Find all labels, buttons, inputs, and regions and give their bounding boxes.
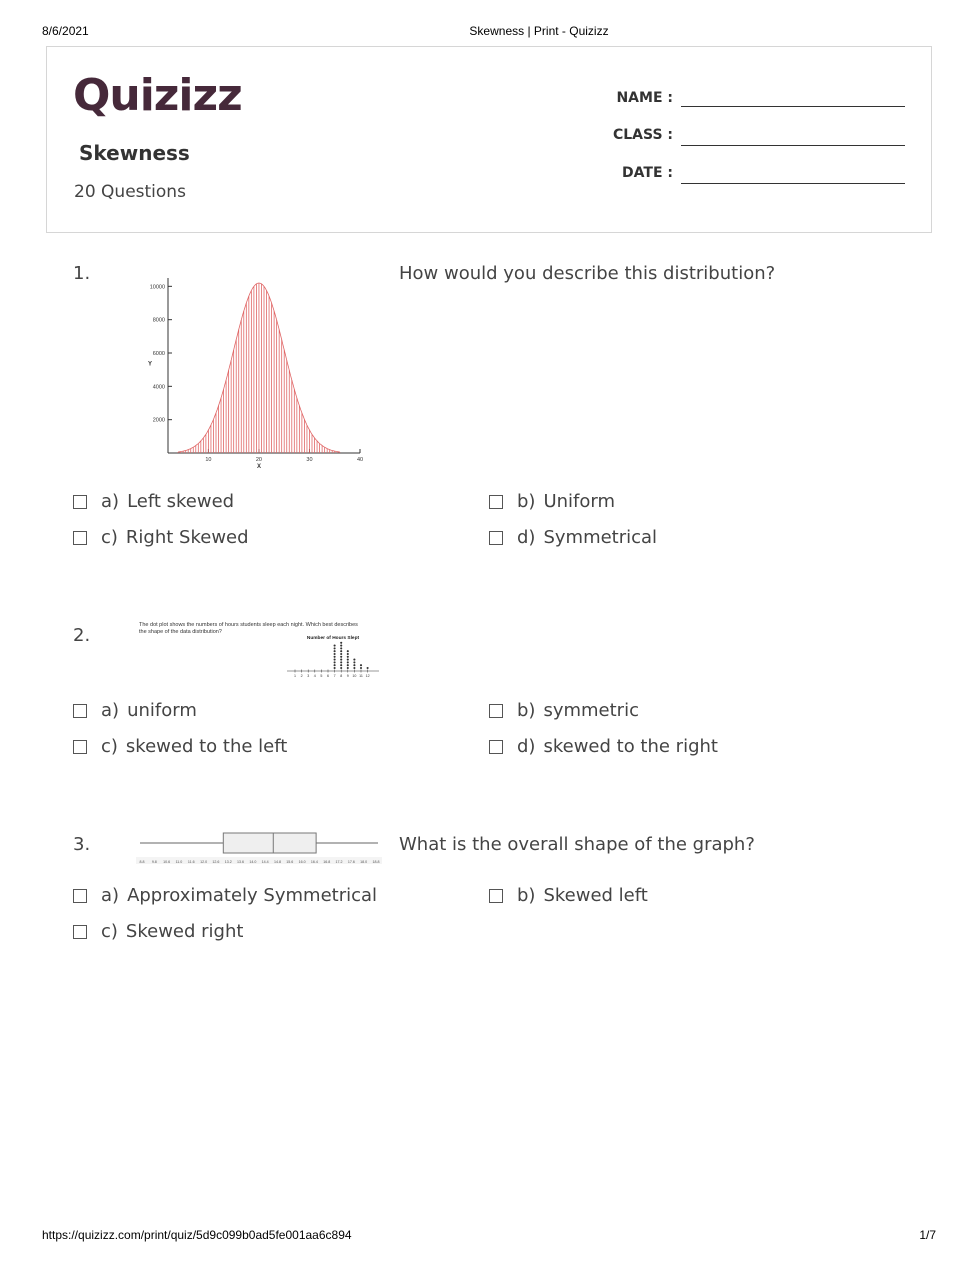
question-3-number: 3. <box>73 834 91 855</box>
x-tick-label: 30 <box>306 457 313 463</box>
q3-option-a[interactable]: a) Approximately Symmetrical <box>73 885 377 906</box>
q1-option-a[interactable]: a) Left skewed <box>73 491 234 512</box>
question-1-number: 1. <box>73 263 91 284</box>
dot-plot-tick-label: 1 <box>294 674 296 678</box>
checkbox[interactable] <box>489 889 503 903</box>
box-plot-scale-band <box>136 857 382 864</box>
dot-plot-dot <box>347 661 349 663</box>
q2-option-b[interactable]: b) symmetric <box>489 700 639 721</box>
dot-plot-dot <box>347 667 349 669</box>
question-2-number: 2. <box>73 625 91 646</box>
dot-plot-tick-label: 4 <box>313 674 316 678</box>
dot-plot-dot <box>334 650 336 652</box>
dot-plot-dot <box>334 664 336 666</box>
dot-plot-dot <box>347 659 349 661</box>
box-plot-tick-label: 11.0 <box>175 860 183 864</box>
quiz-title: Skewness <box>79 141 190 165</box>
q2-option-c[interactable]: c) skewed to the left <box>73 736 287 757</box>
date-label: DATE : <box>622 165 673 181</box>
q2-option-d[interactable]: d) skewed to the right <box>489 736 718 757</box>
dot-plot-dot <box>360 664 362 666</box>
print-page-title: Skewness | Print - Quizizz <box>469 24 609 38</box>
dot-plot-tick-label: 10 <box>352 674 357 678</box>
dot-plot-title: Number of Hours Slept <box>306 636 360 641</box>
checkbox[interactable] <box>489 531 503 545</box>
dot-plot-tick-label: 12 <box>365 674 370 678</box>
logo-wordmark: Quizizz <box>73 70 242 121</box>
checkbox[interactable] <box>489 704 503 718</box>
box-plot-box <box>223 833 316 853</box>
dot-plot-dot <box>334 653 336 655</box>
dot-plot-dot <box>353 659 355 661</box>
date-line[interactable] <box>681 183 905 184</box>
box-plot-tick-label: 14.0 <box>249 860 257 864</box>
question-1-text: How would you describe this distribution? <box>399 263 776 284</box>
question-2-dot-plot <box>285 633 381 681</box>
dot-plot-dot <box>340 647 342 649</box>
y-tick-label: 4000 <box>152 384 165 391</box>
dot-plot-dot <box>347 650 349 652</box>
class-label: CLASS : <box>612 127 673 143</box>
question-1-histogram <box>138 270 368 475</box>
dot-plot-dot <box>340 656 342 658</box>
dot-plot-dot <box>340 653 342 655</box>
dot-plot-tick-label: 8 <box>340 674 343 678</box>
box-plot-tick-label: 14.4 <box>261 860 269 864</box>
dot-plot-dot <box>360 667 362 669</box>
q2-option-a[interactable]: a) uniform <box>73 700 197 721</box>
dot-plot-tick-label: 9 <box>346 674 349 678</box>
dot-plot-dot <box>347 656 349 658</box>
y-axis-label: Y <box>147 361 153 368</box>
box-plot-tick-label: 18.0 <box>360 860 368 864</box>
dot-plot-dot <box>334 667 336 669</box>
dot-plot-tick-label: 2 <box>300 674 303 678</box>
dot-plot-dot <box>334 645 336 647</box>
checkbox[interactable] <box>73 889 87 903</box>
box-plot-tick-label: 15.6 <box>286 860 294 864</box>
box-plot-tick-label: 9.8 <box>151 860 157 864</box>
checkbox[interactable] <box>73 740 87 754</box>
checkbox[interactable] <box>73 531 87 545</box>
dot-plot-tick-label: 5 <box>320 674 323 678</box>
checkbox[interactable] <box>73 704 87 718</box>
dot-plot-dot <box>353 664 355 666</box>
box-plot-tick-label: 14.8 <box>273 860 281 864</box>
q3-option-b[interactable]: b) Skewed left <box>489 885 648 906</box>
checkbox[interactable] <box>73 495 87 509</box>
y-tick-label: 8000 <box>152 317 165 324</box>
print-date: 8/6/2021 <box>42 24 89 38</box>
y-tick-label: 2000 <box>152 417 165 424</box>
box-plot-tick-label: 17.2 <box>335 860 343 864</box>
dot-plot-tick-label: 11 <box>359 674 363 678</box>
q3-option-c[interactable]: c) Skewed right <box>73 921 243 942</box>
dot-plot-dot <box>367 667 369 669</box>
dot-plot-dot <box>347 664 349 666</box>
box-plot-tick-label: 12.6 <box>212 860 220 864</box>
name-label: NAME : <box>616 90 673 106</box>
box-plot-tick-label: 11.6 <box>187 860 195 864</box>
dot-plot-dot <box>347 653 349 655</box>
box-plot-tick-label: 18.8 <box>372 860 380 864</box>
print-page-number: 1/7 <box>919 1228 936 1242</box>
checkbox[interactable] <box>489 740 503 754</box>
box-plot-tick-label: 16.0 <box>298 860 306 864</box>
dot-plot-dot <box>353 661 355 663</box>
class-line[interactable] <box>681 145 905 146</box>
q1-option-b[interactable]: b) Uniform <box>489 491 615 512</box>
checkbox[interactable] <box>489 495 503 509</box>
box-plot-tick-label: 13.2 <box>224 860 232 864</box>
box-plot-tick-label: 16.4 <box>310 860 318 864</box>
dot-plot-dot <box>340 650 342 652</box>
quizizz-logo <box>73 70 245 122</box>
x-tick-label: 40 <box>356 457 364 463</box>
question-2-image-caption: The dot plot shows the numbers of hours students sleep each night. Which best describes the shape of the data distribution? <box>139 622 358 635</box>
x-tick-label: 20 <box>255 457 263 463</box>
y-tick-label: 10000 <box>149 284 165 291</box>
name-line[interactable] <box>681 106 905 107</box>
question-3-box-plot <box>136 828 382 868</box>
dot-plot-dot <box>353 667 355 669</box>
box-plot-tick-label: 10.6 <box>163 860 171 864</box>
box-plot-tick-label: 13.6 <box>237 860 245 864</box>
box-plot-tick-label: 16.8 <box>323 860 331 864</box>
dot-plot-dot <box>340 667 342 669</box>
y-tick-label: 6000 <box>152 351 165 357</box>
box-plot-tick-label: 12.0 <box>200 860 208 864</box>
dot-plot-tick-label: 7 <box>333 674 336 678</box>
dot-plot-dot <box>340 642 342 644</box>
dot-plot-dot <box>340 664 342 666</box>
dot-plot-dot <box>334 659 336 661</box>
dot-plot-tick-label: 3 <box>307 674 310 678</box>
question-3-text: What is the overall shape of the graph? <box>399 834 755 855</box>
box-plot-tick-label: 17.6 <box>347 860 355 864</box>
print-url: https://quizizz.com/print/quiz/5d9c099b0ad5fe001aa6c894 <box>42 1228 352 1242</box>
q1-option-c[interactable]: c) Right Skewed <box>73 527 249 548</box>
dot-plot-dot <box>334 661 336 663</box>
dot-plot-tick-label: 6 <box>327 674 329 678</box>
dot-plot-dot <box>334 647 336 649</box>
q1-option-d[interactable]: d) Symmetrical <box>489 527 657 548</box>
dot-plot-dot <box>340 645 342 647</box>
box-plot-tick-label: 8.8 <box>139 860 145 864</box>
x-tick-label: 10 <box>205 457 212 463</box>
dot-plot-dot <box>340 661 342 663</box>
dot-plot-dot <box>340 659 342 661</box>
question-count: 20 Questions <box>74 182 186 202</box>
x-axis-label: X <box>256 464 261 470</box>
dot-plot-dot <box>334 656 336 658</box>
checkbox[interactable] <box>73 925 87 939</box>
